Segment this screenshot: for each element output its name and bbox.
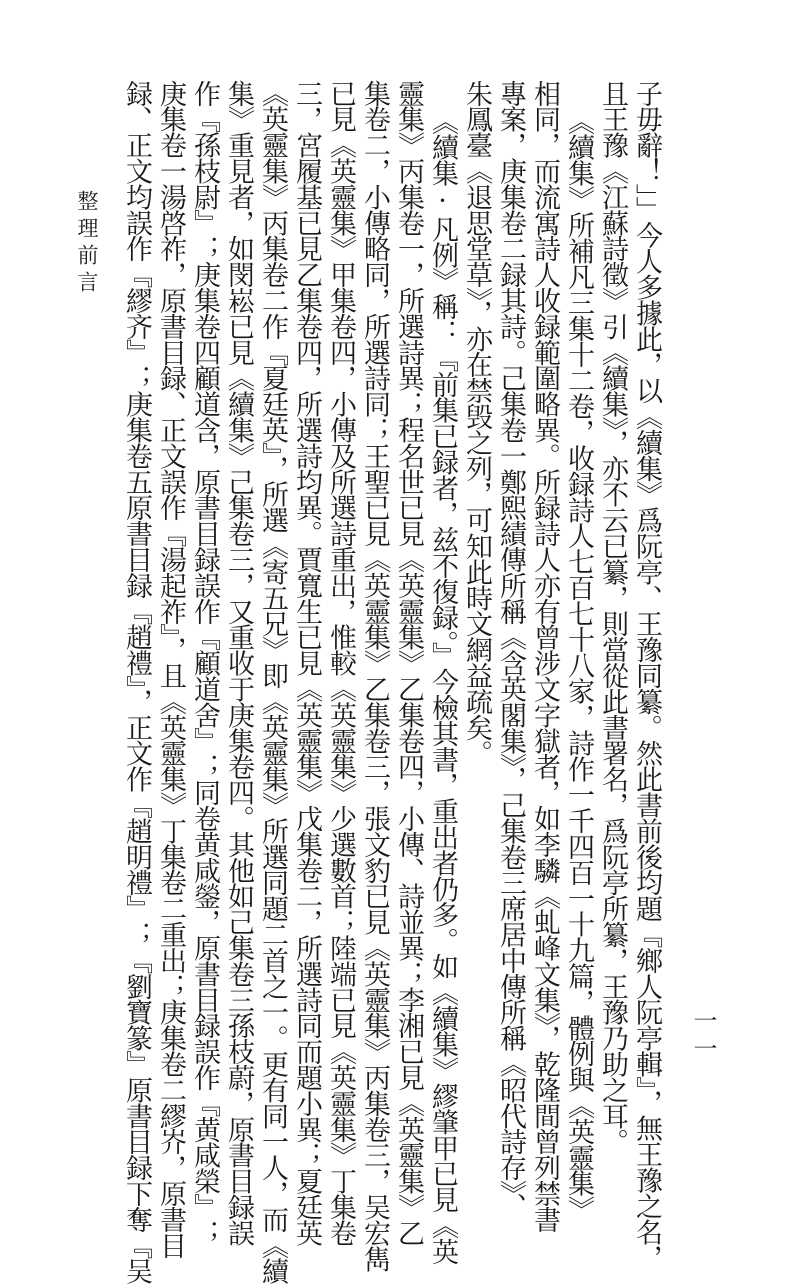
running-title: 整理前言 [75, 190, 99, 298]
text-column: 《續集》所補凡三集十二卷，收録詩人七百七十八家，詩作一千四百一十九篇，體例與《英靈集》 [563, 108, 594, 1222]
text-column: 集卷二，小傳略同，所選詩同；王聖已見《英靈集》乙集卷三，張文豹已見《英靈集》丙集卷三，吴宏雋 [359, 80, 390, 1272]
text-column: 且王豫《江蘇詩徵》引《續集》，亦不云已纂，則當從此書署名，爲阮亭所纂，王豫乃助之耳。 [597, 80, 628, 1155]
text-column: 已見《英靈集》甲集卷四，小傳及所選詩重出，惟較《英靈集》少選數首；陸端已見《英靈集》丁集卷 [325, 80, 356, 1246]
text-column: 庚集卷一湯啓祚，原書目録、正文誤作『湯起祚』，且《英靈集》丁集卷二重出；庚集卷二繆岕，原書目 [155, 80, 186, 1258]
text-column: 《英靈集》丙集卷二作『夏廷英』，所選《寄五兄》即《英靈集》所選同題二首之一。更有同一人，而《續 [257, 80, 288, 1284]
page-number: 一一 [689, 1008, 717, 1064]
text-column: 《續集·凡例》稱：『前集已録者，兹不復録。』今檢其書，重出者仍多。如《續集》繆肇甲已見《英 [427, 108, 458, 1265]
text-column: 子毋辭！」」今人多據此，以《續集》爲阮亭、王豫同纂。然此書前後均題『鄉人阮亭輯』，無王豫之名， [631, 80, 662, 1271]
text-column: 三，宮履基已見乙集卷四，所選詩均異。賈寬生已見《英靈集》戊集卷二，所選詩同而題小異；夏廷英 [291, 80, 322, 1246]
text-column: 録、正文均誤作『繆齐』；庚集卷五原書目録『趙禮』，正文作『趙明禮』；『劉寶篆』原書目録下奪『吴 [121, 80, 152, 1284]
text-column: 朱鳳臺《退思堂草》，亦在禁毁之列，可知此時文網益疏矣。 [461, 80, 492, 766]
text-column: 集》重見者，如閔崧已見《續集》己集卷三，又重收于庚集卷四。其他如己集卷三孫枝蔚，原書目録誤 [223, 80, 254, 1246]
text-column: 專案，庚集卷二録其詩。己集卷一鄭熙績傳所稱《含英閣集》，己集卷三席居中傳所稱《昭代詩存》、 [495, 80, 526, 1219]
text-column: 作『孫枝尉』；庚集卷四顧道含，原書目録誤作『顧道舍』；同卷黄咸鎣，原書目録誤作『黄咸榮』； [189, 80, 220, 1246]
text-column: 靈集》丙集卷一，所選詩異；程名世已見《英靈集》乙集卷四，小傳、詩並異；李湘已見《英靈集》乙 [393, 80, 424, 1246]
text-column: 相同，而流寓詩人收録範圍略異。所録詩人亦有曾涉文字獄者，如李驎《虬峰文集》，乾隆間曾列禁書 [529, 80, 560, 1233]
